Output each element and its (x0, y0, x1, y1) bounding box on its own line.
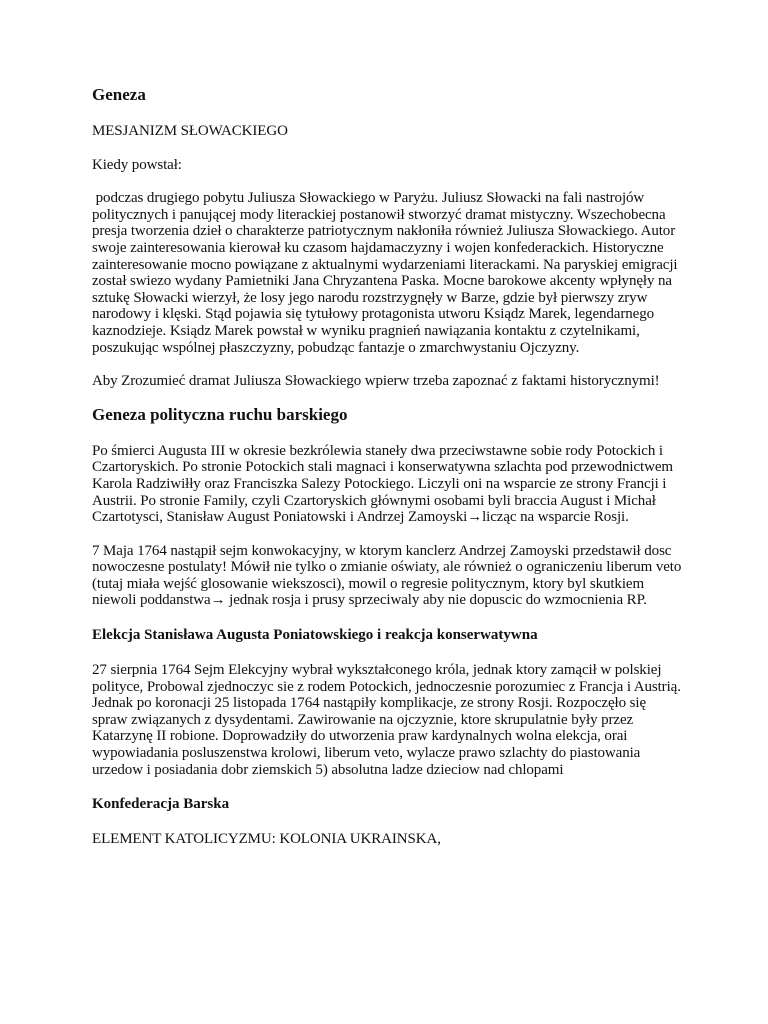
heading-geneza: Geneza (92, 85, 146, 104)
paragraph-aby-zrozumiec: Aby Zrozumieć dramat Juliusza Słowackiego wpierw trzeba zapoznać z faktami historycznymi! (92, 373, 660, 390)
subheading-mesjanizm: MESJANIZM SŁOWACKIEGO (92, 123, 288, 139)
paragraph-pobyt: podczas drugiego pobytu Juliusza Słowackiego w Paryżu. Juliusz Słowacki na fali nastrojów politycznych i panującej mody literackiej postanowił stworzyć dramat mistyczny. Wszechobecna presja tworzenia dzieł o charakterze patriotycznym nakłoniła również Juliusza Słowackiego. Autor swoje zainteresowania kierował ku czasom hajdamaczyzny i wojen konfederackich. Historyczne zainteresowanie mocno powiązane z aktualnymi wydarzeniami literackami. Na paryskiej emigracji został swiezo wydany Pamietniki Jana Chryzantena Paska. Mocne barokowe akcenty wpłynęły na sztukę Słowacki wierzył, że losy jego narodu rozstrzygnęły w Barze, gdzie był pierwszy zryw narodowy i klęski. Stąd pojawia się tytułowy protagonista utworu Ksiądz Marek, legendarnego kaznodzieje. Ksiądz Marek powstał w wyniku pragnień nawiązania kontaktu z czytelnikami, poszukując wspólnej płaszczyzny, pobudząc fantazje o zmarchwystaniu Ojczyzny. (92, 190, 682, 356)
paragraph-smierc-augusta: Po śmierci Augusta III w okresie bezkrólewia staneły dwa przeciwstawne sobie rody Potockich i Czartoryskich. Po stronie Potockich stali magnaci i konserwatywna szlachta pod przewodnictwem Karola Radziwiłły oraz Franciszka Salezy Potockiego. Liczyli oni na wsparcie ze strony Francji i Austrii. Po stronie Family, czyli Czartoryskich głównymi osobami byli braccia August i Michał Czartotysci, Stanisław August Poniatowski i Andrzej Zamoyski→licząc na wsparcie Rosji. (92, 442, 673, 526)
paragraph-element-katolicyzmu: ELEMENT KATOLICYZMU: KOLONIA UKRAINSKA, (92, 831, 441, 848)
paragraph-sejm-elekcyjny: 27 sierpnia 1764 Sejm Elekcyjny wybrał wykształconego króla, jednak ktory zamącił w polskiej polityce, Probowal zjednoczyc sie z rodem Potockich, jednoczesnie porozumiec z Francja i Austrią. Jednak po koronacji 25 listopada 1764 nastąpiły komplikacje, ze strony Rosji. Rozpoczęło się spraw związanych z dysydentami. Zawirowanie na ojczyznie, ktore skrupulatnie były przez Katarzynę II robione. Doprowadziły do utworzenia praw kardynalnych wolna elekcja, orai wypowiadania posluszenstwa krolowi, liberum veto, wylacze prawo szlachty do piastowania urzedow i posiadania dobr ziemskich 5) absolutna ladze dzieciow nad chlopami (92, 662, 681, 778)
heading-elekcja: Elekcja Stanisława Augusta Poniatowskiego i reakcja konserwatywna (92, 627, 538, 644)
document-page (92, 84, 682, 848)
heading-geneza-polityczna: Geneza polityczna ruchu barskiego (92, 404, 348, 424)
heading-konfederacja-barska: Konfederacja Barska (92, 796, 230, 813)
paragraph-sejm-konwokacyjny: 7 Maja 1764 nastąpił sejm konwokacyjny, w ktorym kanclerz Andrzej Zamoyski przedstawił dosc nowoczesne postulaty! Mówił nie tylko o zmianie oświaty, ale również o ograniczeniu liberum veto (tutaj miała wejść glosowanie wiekszosci), mowil o regresie politycznym, ktory byl skutkiem niewoli poddanstwa→ jednak rosja i prusy sprzeciwaly aby nie dopuscic do wzmocnienia RP. (92, 542, 682, 609)
paragraph-kiedy: Kiedy powstał: (92, 156, 182, 173)
